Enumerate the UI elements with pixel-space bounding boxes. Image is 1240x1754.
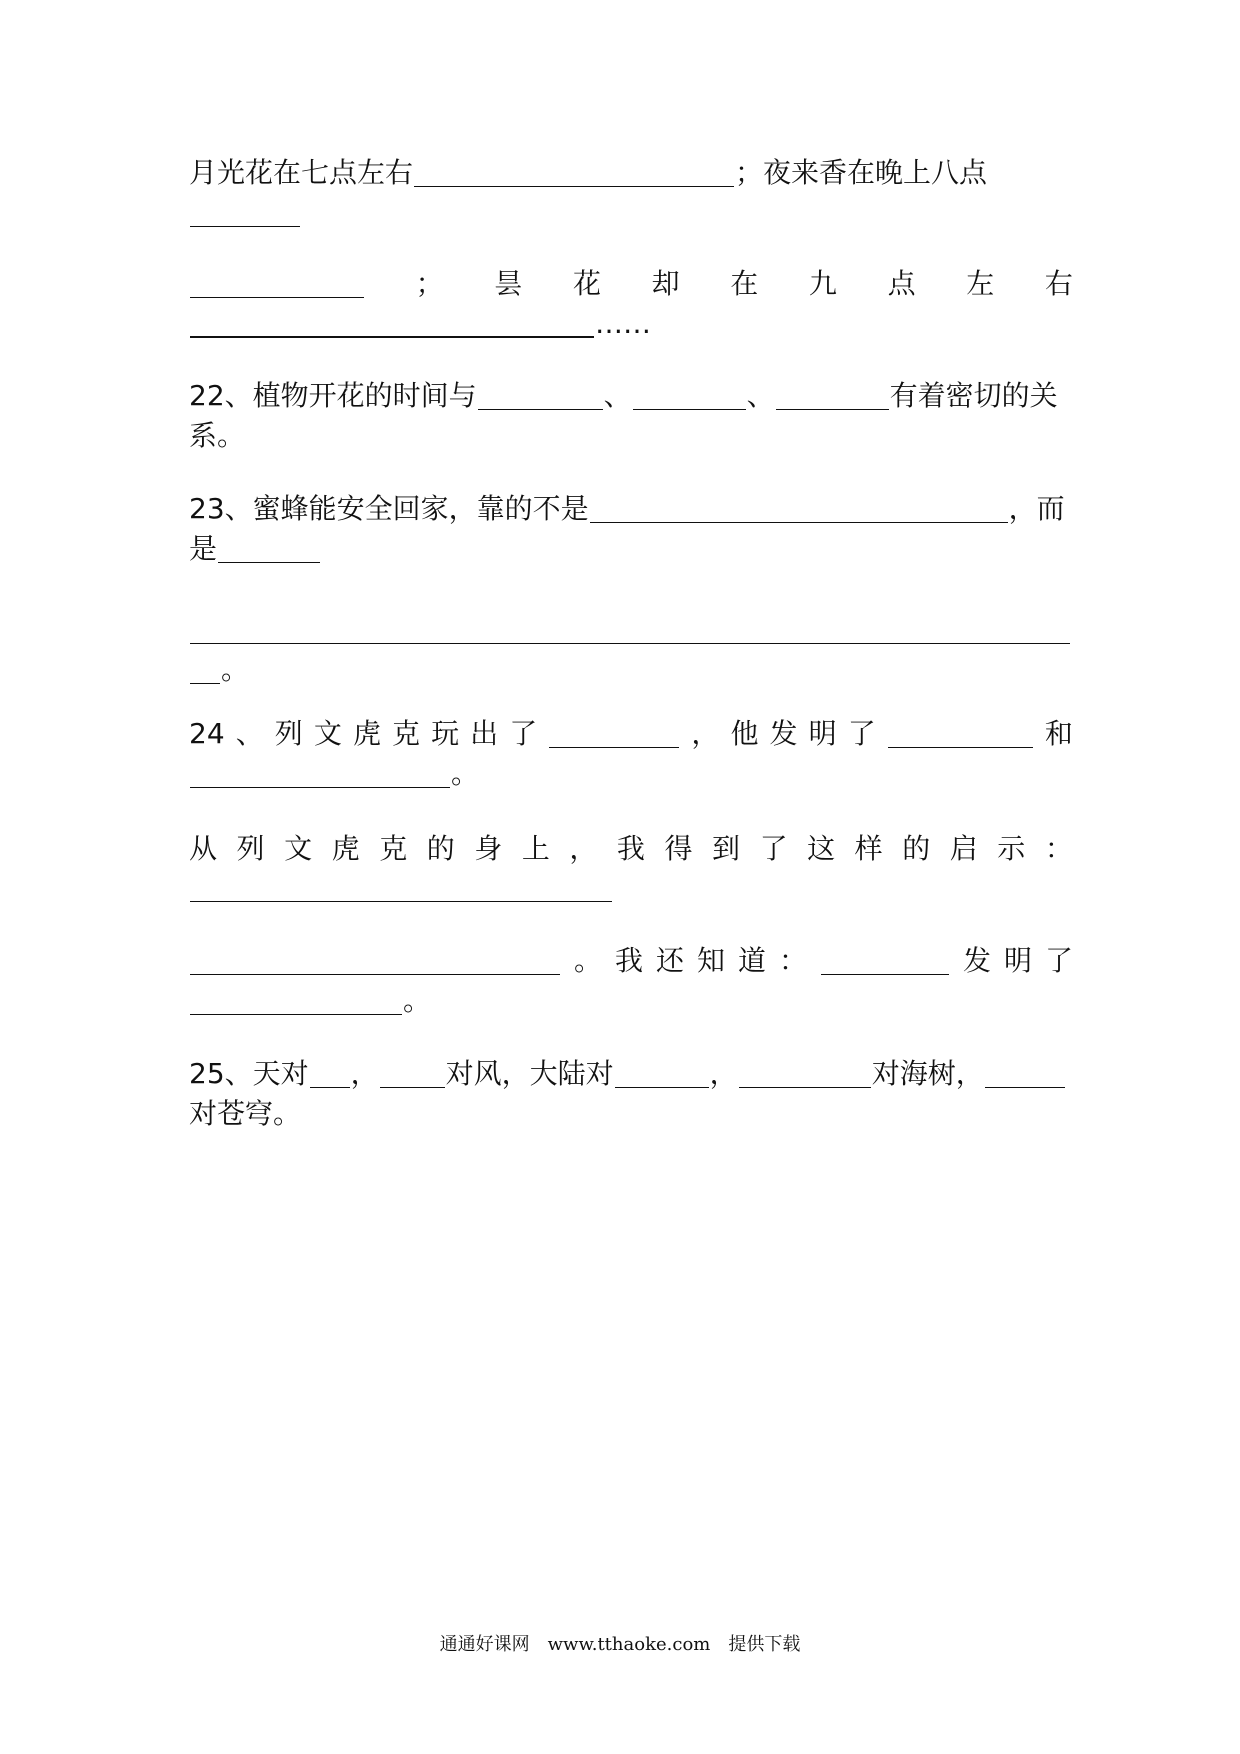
lesson-char: 克 <box>379 832 408 865</box>
q21-text-a: 月光花在七点左右 <box>189 156 414 189</box>
q24-char: 明 <box>808 717 837 750</box>
q24-end2: 。 <box>403 984 432 1017</box>
lesson-char: 启 <box>949 832 978 865</box>
answer-blank[interactable] <box>190 871 612 902</box>
answer-blank[interactable] <box>218 532 320 563</box>
q21-char: ； <box>415 267 444 300</box>
q24-end: 。 <box>451 757 480 790</box>
q24-char: 出 <box>470 717 499 750</box>
lesson-char: 了 <box>759 832 788 865</box>
answer-blank[interactable] <box>190 984 402 1015</box>
q21-char: 九 <box>808 267 837 300</box>
q22-sep: 、 <box>746 379 775 412</box>
q21-text-b: ；夜来香在晚上八点 <box>735 156 988 189</box>
q25-text-b: 对风，大陆对 <box>445 1057 614 1090</box>
q25-text-a: 25、天对 <box>189 1057 309 1090</box>
answer-blank[interactable] <box>310 1057 350 1088</box>
q23-text-c: 是 <box>189 532 218 565</box>
lesson-char: 上 <box>521 832 550 865</box>
q22-line-2 <box>189 414 1073 458</box>
q22-text-b: 有着密切的关 <box>889 379 1058 412</box>
lesson-char: 身 <box>474 832 503 865</box>
q23-line-2 <box>189 527 1073 571</box>
answer-blank[interactable] <box>776 379 889 410</box>
know-char: 知 <box>696 944 725 977</box>
q25-line-1 <box>189 1052 1073 1096</box>
lesson-char: 的 <box>426 832 455 865</box>
q23-text-a: 23、蜜蜂能安全回家，靠的不是 <box>189 492 589 525</box>
answer-blank[interactable] <box>590 492 1008 523</box>
q22-text-c: 系。 <box>189 419 246 452</box>
lesson-char: 虎 <box>331 832 360 865</box>
q24-lesson-line-1 <box>189 827 1073 871</box>
q25-comma: ， <box>350 1057 379 1090</box>
lesson-char: 到 <box>712 832 741 865</box>
answer-blank[interactable] <box>190 757 450 788</box>
q21-line-4 <box>189 302 1073 346</box>
q24-char: 虎 <box>352 717 381 750</box>
lesson-char: 样 <box>854 832 883 865</box>
lesson-char: 的 <box>902 832 931 865</box>
know-char: 了 <box>1044 944 1073 977</box>
q24-and: 和 <box>1044 717 1073 750</box>
q21-line-2 <box>189 191 1073 235</box>
lesson-char: ： <box>1044 832 1073 865</box>
answer-blank[interactable] <box>190 653 220 684</box>
answer-blank[interactable] <box>888 717 1033 748</box>
answer-blank[interactable] <box>478 379 603 410</box>
q21-char: 却 <box>651 267 680 300</box>
q24-know-line-2 <box>189 979 1073 1023</box>
answer-blank[interactable] <box>190 944 560 975</box>
q21-char: 昙 <box>494 267 523 300</box>
q21-ellipsis: …… <box>595 307 651 340</box>
q25-text-d: 对海树， <box>871 1057 984 1090</box>
q24-char: 文 <box>313 717 342 750</box>
know-char: ： <box>778 944 807 977</box>
q24-char: 他 <box>730 717 759 750</box>
footer-credit: 通通好课网 www.tthaoke.com 提供下载 <box>439 1634 801 1655</box>
q24-char: 了 <box>847 717 876 750</box>
answer-blank[interactable] <box>549 717 679 748</box>
know-char: 我 <box>614 944 643 977</box>
know-char: 道 <box>737 944 766 977</box>
answer-blank[interactable] <box>190 306 594 338</box>
lesson-char: 这 <box>807 832 836 865</box>
answer-blank[interactable] <box>414 156 734 187</box>
answer-blank[interactable] <box>739 1057 871 1088</box>
q23-line-1 <box>189 487 1073 531</box>
know-char: 还 <box>655 944 684 977</box>
q22-text-a: 22、植物开花的时间与 <box>189 379 477 412</box>
q23-end: 。 <box>221 653 250 686</box>
know-char: 发 <box>962 944 991 977</box>
q21-char: 左 <box>966 267 995 300</box>
q22-line-1 <box>189 374 1073 418</box>
q23-line-3 <box>189 608 1073 652</box>
answer-blank[interactable] <box>190 196 300 227</box>
answer-blank[interactable] <box>190 613 1070 644</box>
q24-line-1 <box>189 712 1073 756</box>
q21-char: 点 <box>887 267 916 300</box>
lesson-char: ， <box>569 832 598 865</box>
q21-line-1 <box>189 151 1073 195</box>
lesson-char: 示 <box>997 832 1026 865</box>
lesson-char: 得 <box>664 832 693 865</box>
q24-char: 了 <box>509 717 538 750</box>
q21-char: 在 <box>730 267 759 300</box>
lesson-char: 从 <box>189 832 218 865</box>
q24-char: 克 <box>392 717 421 750</box>
q24-line-2 <box>189 752 1073 796</box>
answer-blank[interactable] <box>380 1057 445 1088</box>
q24-lesson-line-2 <box>189 866 1073 910</box>
q23-text-b: ，而 <box>1008 492 1065 525</box>
q25-text-e: 对苍穹。 <box>189 1097 302 1130</box>
q24-comma: ， <box>691 717 720 750</box>
q24-char: 、 <box>235 717 264 750</box>
know-char: 。 <box>573 944 602 977</box>
q21-char: 花 <box>572 267 601 300</box>
lesson-char: 文 <box>284 832 313 865</box>
q24-char: 玩 <box>431 717 460 750</box>
q25-line-2 <box>189 1092 1073 1136</box>
answer-blank[interactable] <box>615 1057 709 1088</box>
answer-blank[interactable] <box>821 944 949 975</box>
q22-sep: 、 <box>603 379 632 412</box>
q25-comma: ， <box>709 1057 738 1090</box>
answer-blank[interactable] <box>190 267 364 298</box>
q23-line-4 <box>189 648 1073 692</box>
q24-char: 24 <box>189 717 225 750</box>
q21-line-3 <box>189 262 1073 306</box>
q21-char: 右 <box>1044 267 1073 300</box>
answer-blank[interactable] <box>633 379 746 410</box>
lesson-char: 列 <box>236 832 265 865</box>
q24-char: 列 <box>274 717 303 750</box>
lesson-char: 我 <box>616 832 645 865</box>
know-char: 明 <box>1003 944 1032 977</box>
answer-blank[interactable] <box>985 1057 1065 1088</box>
q24-char: 发 <box>769 717 798 750</box>
q24-know-line-1 <box>189 939 1073 983</box>
